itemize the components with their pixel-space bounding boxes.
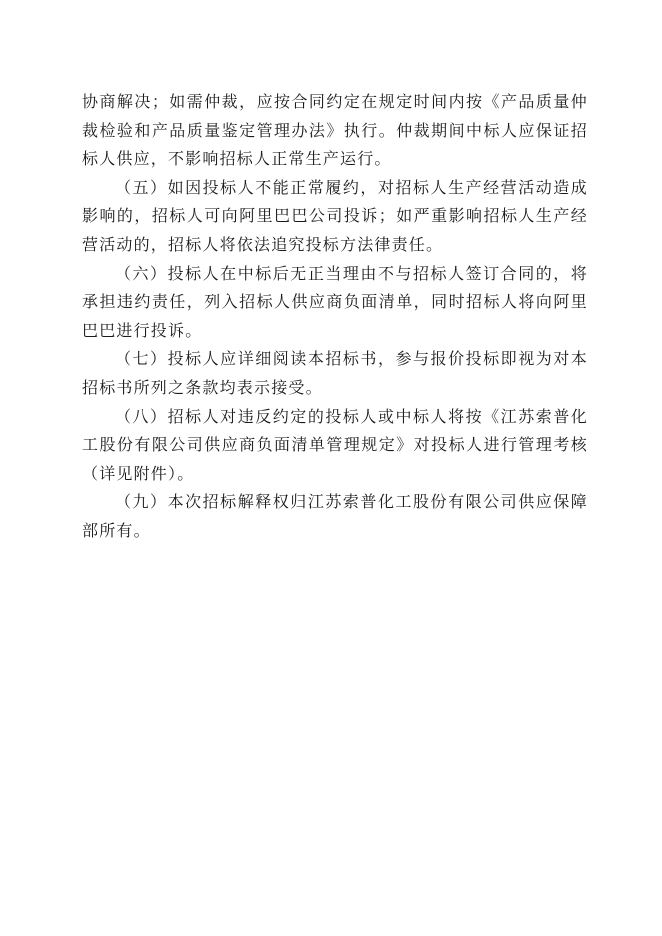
paragraph-clause-7: （七）投标人应详细阅读本招标书，参与报价投标即视为对本招标书所列之条款均表示接受。 [82,349,588,397]
paragraph-clause-5: （五）如因投标人不能正常履约，对招标人生产经营活动造成影响的，招标人可向阿里巴巴公司投诉；如严重影响招标人生产经营活动的，招标人将依法追究投标方法律责任。 [82,177,588,254]
paragraph-clause-8: （八）招标人对违反约定的投标人或中标人将按《江苏索普化工股份有限公司供应商负面清单管理规定》对投标人进行管理考核（详见附件）。 [82,406,588,483]
paragraph-arbitration-continued: 协商解决；如需仲裁，应按合同约定在规定时间内按《产品质量仲裁检验和产品质量鉴定管理办法》执行。仲裁期间中标人应保证招标人供应，不影响招标人正常生产运行。 [82,92,588,169]
paragraph-clause-9: （九）本次招标解释权归江苏索普化工股份有限公司供应保障部所有。 [82,492,588,540]
document-body [82,88,588,546]
paragraph-clause-6: （六）投标人在中标后无正当理由不与招标人签订合同的，将承担违约责任，列入招标人供应商负面清单，同时招标人将向阿里巴巴进行投诉。 [82,263,588,340]
